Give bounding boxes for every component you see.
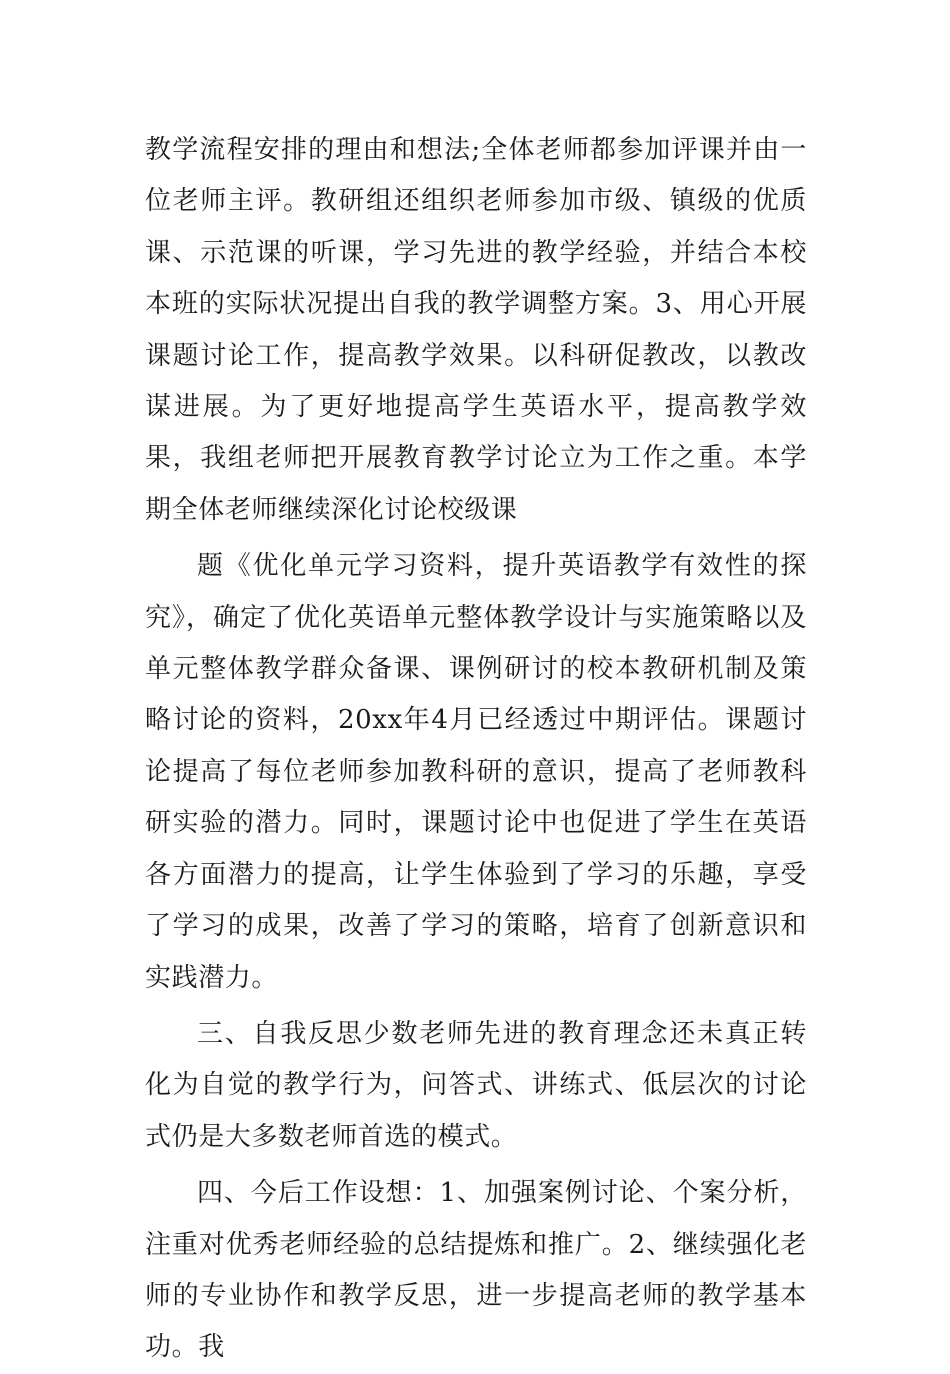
paragraph-research-topic: 题《优化单元学习资料，提升英语教学有效性的探究》，确定了优化英语单元整体教学设计与实施策略以及单元整体教学群众备课、课例研讨的校本教研机制及策略讨论的资料，20xx年4月已经透过中期评估。课题讨论提高了每位老师参加教科研的意识，提高了老师教科研实验的潜力。同时，课题讨论中也促进了学生在英语各方面潜力的提高，让学生体验到了学习的乐趣，享受了学习的成果，改善了学习的策略，培育了创新意识和实践潜力。 (145, 551, 807, 993)
paragraph-continuation: 教学流程安排的理由和想法;全体老师都参加评课并由一位老师主评。教研组还组织老师参加市级、镇级的优质课、示范课的听课，学习先进的教学经验，并结合本校本班的实际状况提出自我的教学调整方案。3、用心开展课题讨论工作，提高教学效果。以科研促教改，以教改谋进展。为了更好地提高学生英语水平，提高教学效果，我组老师把开展教育教学讨论立为工作之重。本学期全体老师继续深化讨论校级课 (145, 135, 807, 525)
paragraph-self-reflection: 三、自我反思少数老师先进的教育理念还未真正转化为自觉的教学行为，问答式、讲练式、低层次的讨论式仍是大多数老师首选的模式。 (145, 1018, 807, 1152)
paragraph-future-plans: 四、今后工作设想：1、加强案例讨论、个案分析，注重对优秀老师经验的总结提炼和推广。2、继续强化老师的专业协作和教学反思，进一步提高老师的教学基本功。我 (145, 1178, 807, 1363)
document-body (145, 125, 807, 1374)
